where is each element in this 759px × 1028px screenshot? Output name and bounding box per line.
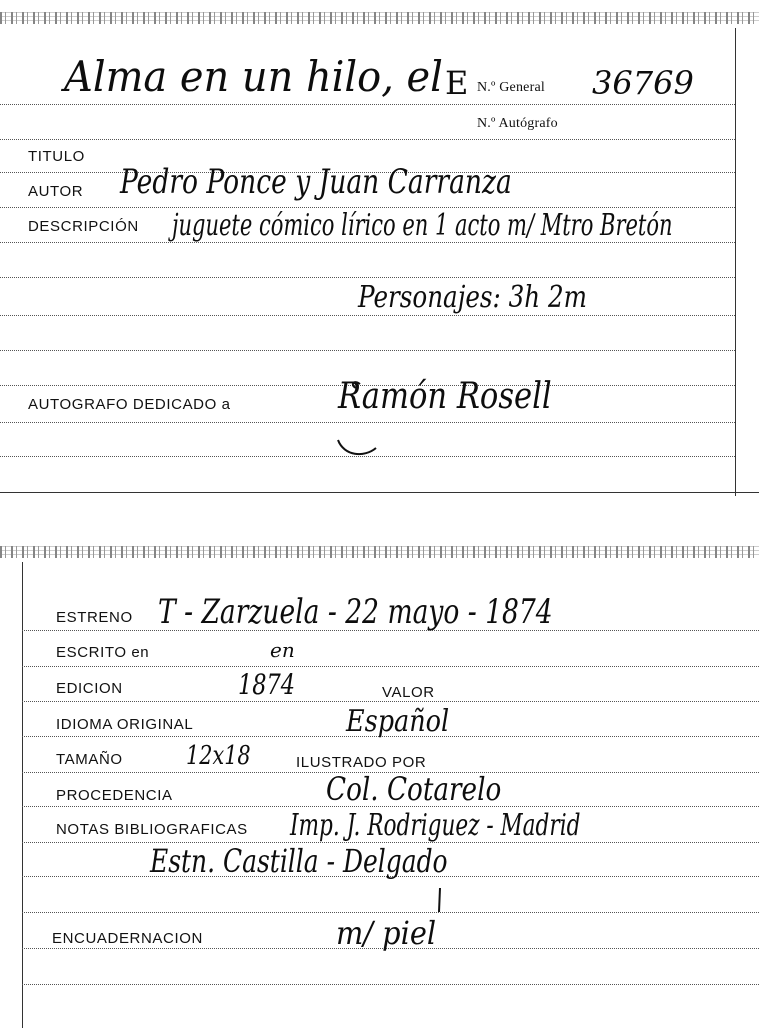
escrito-value: en	[270, 638, 295, 662]
ruled-line	[22, 912, 759, 913]
edicion-label: EDICION	[56, 680, 123, 697]
card-torn-edge	[0, 12, 759, 24]
card-left-border	[22, 562, 23, 1028]
tamano-label: TAMAÑO	[56, 751, 123, 768]
estreno-label: ESTRENO	[56, 609, 133, 626]
ruled-line	[0, 350, 735, 351]
ruled-line	[0, 104, 735, 105]
ilustrado-label: ILUSTRADO POR	[296, 754, 427, 771]
card-torn-edge	[0, 546, 759, 558]
ruled-line	[0, 277, 735, 278]
descripcion-label: DESCRIPCIÓN	[28, 218, 139, 235]
valor-label: VALOR	[382, 684, 435, 701]
ruled-line	[22, 701, 759, 702]
titulo-label: TITULO	[28, 148, 85, 165]
title-handwritten: Alma en un hilo, el	[64, 52, 443, 101]
notas-label: NOTAS BIBLIOGRAFICAS	[56, 821, 248, 838]
dedicado-value: Ramón Rosell	[338, 376, 552, 417]
catalog-card-top	[0, 0, 759, 500]
catalog-card-bottom	[0, 536, 759, 1028]
ruled-line	[22, 984, 759, 985]
tamano-value: 12x18	[186, 741, 251, 771]
estreno-value: T - Zarzuela - 22 mayo - 1874	[158, 592, 553, 632]
autor-label: AUTOR	[28, 183, 84, 200]
autograph-number-label: N.º Autógrafo	[477, 116, 558, 131]
dedicado-label: AUTOGRAFO DEDICADO a	[28, 396, 231, 413]
general-number-label: N.º General	[477, 80, 545, 95]
notas-value-line1: Imp. J. Rodriguez - Madrid	[290, 808, 581, 843]
procedencia-label: PROCEDENCIA	[56, 787, 173, 804]
handwriting-flourish	[330, 370, 390, 460]
personajes-value: Personajes: 3h 2m	[358, 280, 587, 315]
idioma-label: IDIOMA ORIGINAL	[56, 716, 194, 733]
idioma-value: Español	[346, 704, 450, 739]
card-right-border	[735, 28, 736, 496]
encuadernacion-label: ENCUADERNACION	[52, 930, 203, 947]
ruled-line	[0, 315, 735, 316]
ruled-line	[0, 139, 735, 140]
autor-value: Pedro Ponce y Juan Carranza	[120, 162, 512, 202]
descripcion-value: juguete cómico lírico en 1 acto m/ Mtro Bretón	[172, 208, 673, 243]
pen-stroke	[430, 886, 450, 916]
ruled-line	[22, 666, 759, 667]
edicion-value: 1874	[238, 668, 296, 701]
encuadernacion-value: m/ piel	[336, 914, 437, 952]
procedencia-value: Col. Cotarelo	[326, 770, 502, 808]
general-number-value: 36769	[592, 64, 694, 102]
escrito-label: ESCRITO en	[56, 644, 150, 661]
notas-value-line2: Estn. Castilla - Delgado	[150, 842, 448, 880]
card-bottom-edge	[0, 492, 759, 493]
class-letter: E	[445, 64, 469, 102]
